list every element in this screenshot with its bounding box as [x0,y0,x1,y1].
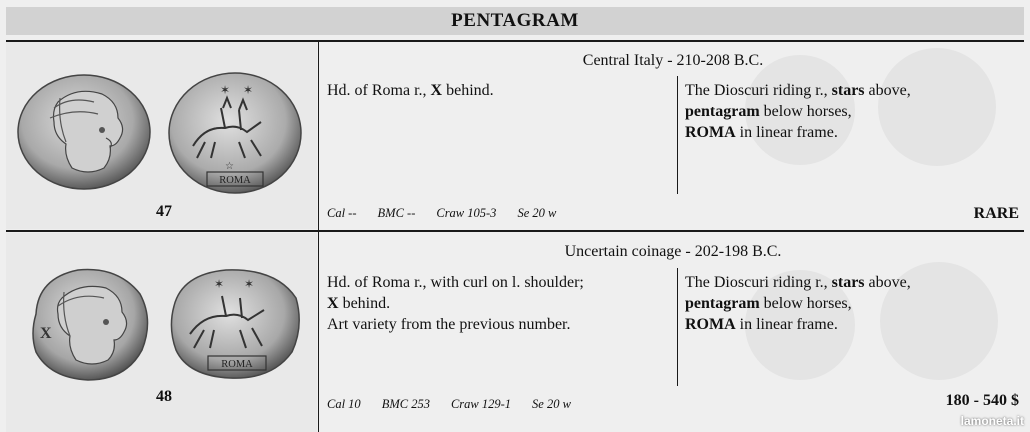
obverse-description-48 [327,272,672,335]
obverse-text: Art variety from the previous number. [327,316,571,333]
reverse-text: above, [864,82,911,99]
reverse-line [685,314,1015,335]
reverse-text: below horses, [759,295,852,312]
references-47 [327,206,577,221]
obverse-text: X [327,295,339,312]
reference-item: Craw 129-1 [450,397,512,411]
column-divider-sides-47 [677,76,678,194]
reverse-text: above, [864,274,911,291]
reverse-description-48 [685,272,1015,335]
section-title: PENTAGRAM [451,10,579,31]
reverse-line [685,293,1015,314]
svg-text:✶: ✶ [214,277,225,291]
reverse-text: ROMA [685,124,736,141]
section-header [6,7,1024,35]
reference-item: BMC 253 [381,397,430,411]
reference-item: BMC -- [377,206,416,220]
obverse-coin-image-47 [14,72,154,192]
reverse-text: The Dioscuri riding r., [685,82,832,99]
reverse-text: The Dioscuri riding r., [685,274,832,291]
reverse-text: in linear frame. [735,124,838,141]
reverse-coin-image-48 [164,264,306,384]
reverse-line [685,80,1015,101]
svg-text:✶: ✶ [243,83,254,97]
reference-item: Se 20 w [517,206,557,220]
reverse-description-47 [685,80,1015,143]
reverse-text: in linear frame. [735,316,838,333]
obverse-description-47 [327,80,672,101]
price-48: 180 - 540 $ [945,392,1019,409]
reverse-line [685,272,1015,293]
reverse-line [685,122,1015,143]
reverse-line [685,101,1015,122]
svg-text:X: X [40,325,52,342]
watermark: lamoneta.it [960,414,1024,428]
reverse-text: pentagram [685,103,760,120]
reference-item: Craw 105-3 [436,206,497,220]
svg-text:☆: ☆ [225,161,234,172]
reference-item: Se 20 w [532,397,571,411]
obverse-coin-image-48 [22,264,156,384]
catalog-number-47: 47 [156,203,172,220]
reverse-text: stars [831,82,865,99]
svg-text:✶: ✶ [220,83,231,97]
obverse-text: behind. [338,295,391,312]
svg-text:✶: ✶ [244,277,255,291]
reference-item: Cal 10 [327,397,361,411]
reverse-text: ROMA [685,316,736,333]
catalog-number-48: 48 [156,388,172,405]
obverse-line [327,314,672,335]
reference-item: Cal -- [327,206,357,220]
reverse-text: below horses, [759,103,852,120]
reverse-coin-image-47 [165,68,305,198]
obverse-line [327,293,672,314]
column-divider-images [318,41,319,432]
coin-legend-48: ROMA [221,359,253,370]
obverse-text: Hd. of Roma r., [327,82,431,99]
obverse-text: X [430,82,443,99]
period-48: Uncertain coinage - 202-198 B.C. [564,243,782,260]
reverse-text: pentagram [685,295,760,312]
reverse-text: stars [831,274,865,291]
obverse-text: behind. [442,82,494,99]
obverse-line [327,80,672,101]
obverse-text: Hd. of Roma r., with curl on l. shoulder; [327,274,584,291]
coin-legend-47: ROMA [219,175,251,186]
column-divider-sides-48 [677,268,678,386]
obverse-line [327,272,672,293]
references-48 [327,397,592,412]
price-47: RARE [973,205,1019,222]
row-divider [6,230,1024,232]
period-47: Central Italy - 210-208 B.C. [582,52,764,69]
